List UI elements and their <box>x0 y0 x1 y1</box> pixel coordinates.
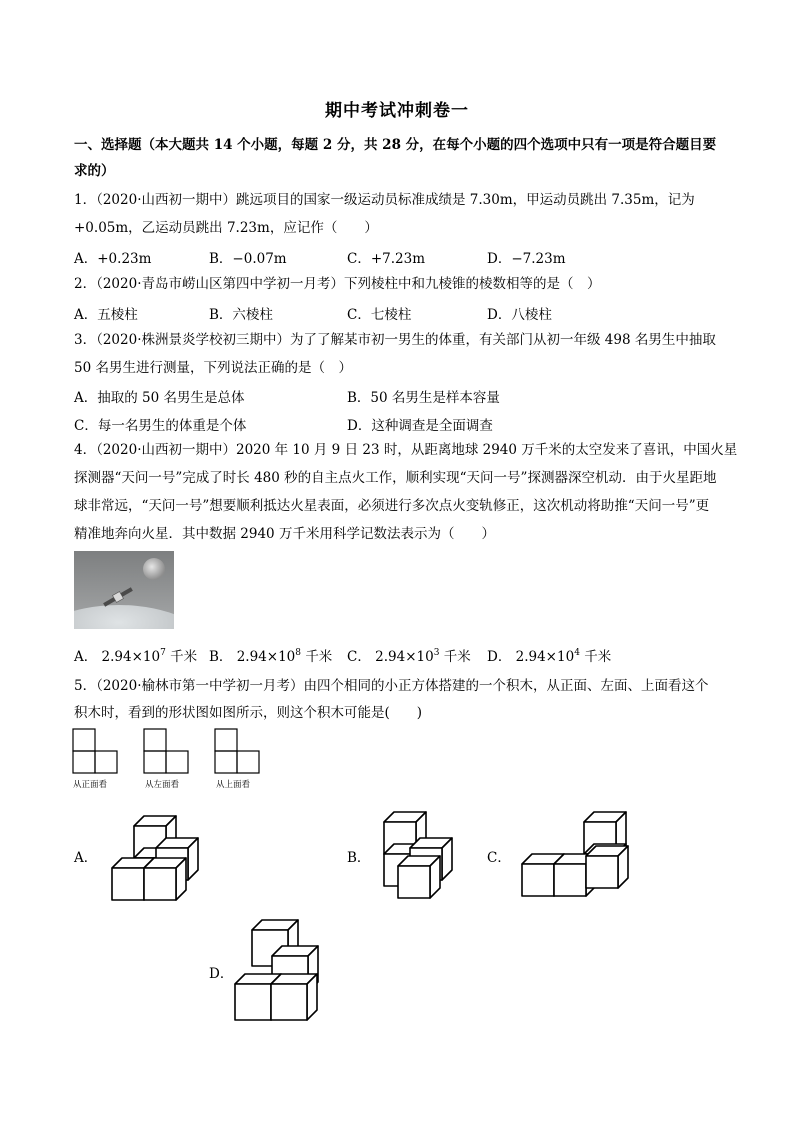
q1-option-c[interactable]: C．+7.23m <box>347 251 426 267</box>
q4-option-d-unit: 千米 <box>584 649 612 665</box>
q1-option-d[interactable]: D．−7.23m <box>487 251 566 267</box>
cube <box>271 974 317 1020</box>
q3-option-d[interactable]: D．这种调查是全面调查 <box>347 418 493 434</box>
q4-option-c-base: 2.94×10 <box>375 649 434 665</box>
cube <box>586 846 628 888</box>
mars-probe-image <box>74 551 174 629</box>
q5-option-a-label[interactable]: A． <box>74 850 98 866</box>
q1-line2: +0.05m，乙运动员跳出 7.23m，应记作（ ） <box>74 220 378 236</box>
q4-line4: 精准地奔向火星．其中数据 2940 万千米用科学记数法表示为（ ） <box>74 526 495 542</box>
q4-option-b-label: B． <box>209 649 233 665</box>
q4-option-d[interactable] <box>487 645 611 665</box>
q4-line1: 4．（2020·山西初一期中）2020 年 10 月 9 日 23 时，从距离地球 2940 万千米的太空发来了喜讯，中国火星 <box>74 442 738 458</box>
q3-option-b[interactable]: B．50 名男生是样本容量 <box>347 390 500 406</box>
q3-line2: 50 名男生进行测量，下列说法正确的是（ ） <box>74 360 352 376</box>
section-heading-line1: 一、选择题（本大题共 14 个小题，每题 2 分，共 28 分，在每个小题的四个选项中只有一项是符合题目要 <box>74 137 717 153</box>
q3-line1: 3．（2020·株洲景炎学校初三期中）为了了解某市初一男生的体重，有关部门从初一年级 498 名男生中抽取 <box>74 332 716 348</box>
q4-option-c[interactable] <box>347 645 471 665</box>
q5-option-c-figure[interactable] <box>518 808 628 904</box>
q4-option-b[interactable] <box>209 645 332 665</box>
q4-option-c-unit: 千米 <box>443 649 471 665</box>
q2-line1: 2．（2020·青岛市崂山区第四中学初一月考）下列棱柱中和九棱锥的棱数相等的是（ ） <box>74 276 601 292</box>
page-title: 期中考试冲刺卷一 <box>325 101 469 121</box>
q4-line2: 探测器“天问一号”完成了时长 480 秒的自主点火工作，顺利实现“天问一号”探测器深空机动．由于火星距地 <box>74 470 717 486</box>
q3-option-c[interactable]: C．每一名男生的体重是个体 <box>74 418 247 434</box>
q5-line1: 5．（2020·榆林市第一中学初一月考）由四个相同的小正方体搭建的一个积木，从正面、左面、上面看这个 <box>74 678 709 694</box>
q5-option-b-figure[interactable] <box>380 808 480 904</box>
q4-option-a[interactable] <box>74 645 197 665</box>
top-view-caption: 从上面看 <box>216 780 251 790</box>
q4-option-b-exp: 8 <box>295 648 302 658</box>
top-view-figure <box>214 728 260 776</box>
q5-option-b-label[interactable]: B． <box>347 850 371 866</box>
q2-option-b[interactable]: B．六棱柱 <box>209 307 273 323</box>
q4-option-a-unit: 千米 <box>170 649 198 665</box>
cube <box>144 858 186 900</box>
q4-option-a-base: 2.94×10 <box>101 649 161 665</box>
front-view-figure <box>72 728 118 776</box>
q2-option-d[interactable]: D．八棱柱 <box>487 307 552 323</box>
q3-option-a[interactable]: A．抽取的 50 名男生是总体 <box>74 390 245 406</box>
q4-option-c-label: C． <box>347 649 371 665</box>
front-view-caption: 从正面看 <box>73 780 108 790</box>
section-heading-line2: 求的） <box>74 163 115 179</box>
q5-option-d-figure[interactable] <box>232 916 342 1024</box>
q4-option-b-base: 2.94×10 <box>236 649 296 665</box>
q4-line3: 球非常远，“天问一号”想要顺利抵达火星表面，必须进行多次点火变轨修正，这次机动将助推“天问一号”更 <box>74 498 710 514</box>
q4-option-d-base: 2.94×10 <box>515 649 575 665</box>
q5-line2: 积木时，看到的形状图如图所示，则这个积木可能是( ) <box>74 705 423 721</box>
q2-option-a[interactable]: A．五棱柱 <box>74 307 138 323</box>
q5-option-a-figure[interactable] <box>108 808 218 904</box>
q4-option-a-label: A． <box>74 649 98 665</box>
q4-option-a-exp: 7 <box>160 648 166 658</box>
q5-option-d-label[interactable]: D． <box>209 966 234 982</box>
cube <box>398 856 440 898</box>
q5-option-c-label[interactable]: C． <box>487 850 511 866</box>
q4-option-d-label: D． <box>487 649 512 665</box>
q1-option-a[interactable]: A．+0.23m <box>74 251 152 267</box>
q4-option-b-unit: 千米 <box>305 649 333 665</box>
left-view-caption: 从左面看 <box>145 780 180 790</box>
q4-option-c-exp: 3 <box>433 648 440 658</box>
q4-option-d-exp: 4 <box>574 648 580 658</box>
q1-option-b[interactable]: B．−0.07m <box>209 251 287 267</box>
q1-line1: 1．（2020·山西初一期中）跳远项目的国家一级运动员标准成绩是 7.30m，甲运动员跳出 7.35m，记为 <box>74 192 695 208</box>
q2-option-c[interactable]: C．七棱柱 <box>347 307 412 323</box>
left-view-figure <box>143 728 189 776</box>
